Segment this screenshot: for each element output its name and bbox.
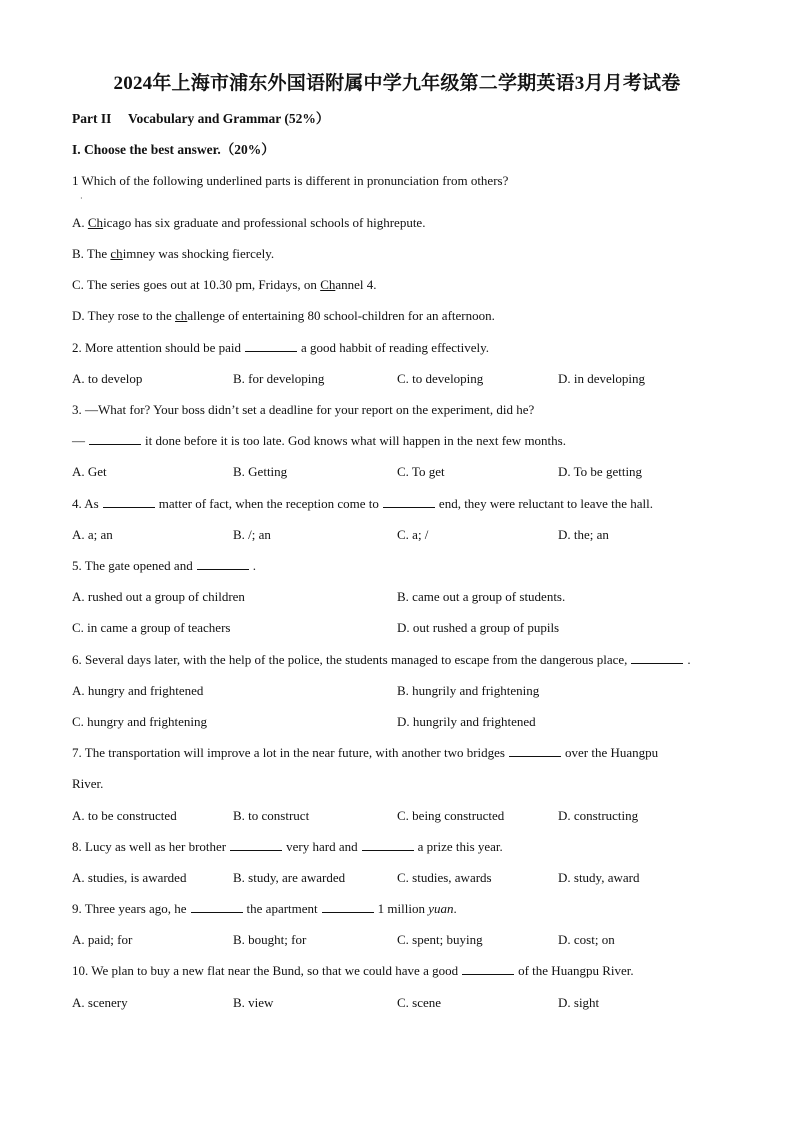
part-title: Vocabulary and Grammar (52%） (128, 111, 330, 126)
question-3-option-c: C. To get (397, 464, 445, 479)
question-2-option-d: D. in developing (558, 371, 646, 386)
question-1-option-d: D. They rose to the challenge of entertaining 80 school-children for an afternoon. (72, 308, 495, 323)
question-3-stem-2: — it done before it is too late. God knows what will happen in the next few months. (72, 433, 566, 448)
question-1-option-a: A. Chicago has six graduate and professional schools of highrepute. (72, 215, 426, 230)
answer-blank (362, 838, 414, 851)
question-6-option-d: D. hungrily and frightened (397, 714, 536, 729)
question-8-stem: 8. Lucy as well as her brother very hard and a prize this year. (72, 839, 503, 854)
decorative-dot: · (80, 194, 83, 203)
question-6-option-a: A. hungry and frightened (72, 683, 204, 698)
question-8-option-d: D. study, award (558, 870, 640, 885)
question-4-option-a: A. a; an (72, 527, 113, 542)
answer-blank (631, 651, 683, 664)
question-5-option-c: C. in came a group of teachers (72, 620, 231, 635)
question-10-option-a: A. scenery (72, 995, 128, 1010)
question-5-option-d: D. out rushed a group of pupils (397, 620, 560, 635)
question-4-option-b: B. /; an (233, 527, 271, 542)
question-3-stem: 3. —What for? Your boss didn’t set a deadline for your report on the experiment, did he? (72, 402, 535, 417)
question-5-option-b: B. came out a group of students. (397, 589, 566, 604)
question-5-stem: 5. The gate opened and . (72, 558, 256, 573)
question-1-option-c: C. The series goes out at 10.30 pm, Fridays, on Channel 4. (72, 277, 377, 292)
question-8-option-c: C. studies, awards (397, 870, 492, 885)
question-9-option-b: B. bought; for (233, 932, 307, 947)
answer-blank (462, 962, 514, 975)
question-9-stem: 9. Three years ago, he the apartment 1 million yuan. (72, 901, 457, 916)
question-9-option-a: A. paid; for (72, 932, 133, 947)
question-2-option-c: C. to developing (397, 371, 484, 386)
question-6-stem: 6. Several days later, with the help of the police, the students managed to escape from the dangerous place, . (72, 652, 691, 667)
page-title: 2024年上海市浦东外国语附属中学九年级第二学期英语3月月考试卷 (113, 73, 681, 94)
question-9-option-d: D. cost; on (558, 932, 615, 947)
question-8-option-a: A. studies, is awarded (72, 870, 187, 885)
question-7-option-b: B. to construct (233, 808, 310, 823)
question-4-option-c: C. a; / (397, 527, 429, 542)
question-7-stem-2: River. (72, 776, 104, 791)
question-4-stem: 4. As matter of fact, when the reception come to end, they were reluctant to leave the hall. (72, 496, 653, 511)
question-10-option-d: D. sight (558, 995, 600, 1010)
question-8-option-b: B. study, are awarded (233, 870, 346, 885)
question-3-option-a: A. Get (72, 464, 107, 479)
answer-blank (245, 339, 297, 352)
answer-blank (509, 744, 561, 757)
question-5-option-a: A. rushed out a group of children (72, 589, 245, 604)
answer-blank (89, 432, 141, 445)
answer-blank (103, 495, 155, 508)
question-7-option-c: C. being constructed (397, 808, 505, 823)
question-2-option-a: A. to develop (72, 371, 143, 386)
answer-blank (322, 900, 374, 913)
answer-blank (197, 557, 249, 570)
question-10-option-b: B. view (233, 995, 274, 1010)
question-7-option-a: A. to be constructed (72, 808, 177, 823)
question-6-option-c: C. hungry and frightening (72, 714, 208, 729)
answer-blank (230, 838, 282, 851)
question-10-stem: 10. We plan to buy a new flat near the Bund, so that we could have a good of the Huangpu River. (72, 963, 634, 978)
question-3-option-d: D. To be getting (558, 464, 643, 479)
question-1-stem: 1 Which of the following underlined parts is different in pronunciation from others? (72, 173, 509, 188)
part-heading (72, 110, 329, 128)
question-1-option-b: B. The chimney was shocking fiercely. (72, 246, 275, 261)
answer-blank (191, 900, 243, 913)
section-heading: I. Choose the best answer.（20%） (72, 142, 275, 157)
question-7-stem: 7. The transportation will improve a lot in the near future, with another two bridges over the Huangpu (72, 745, 659, 760)
question-3-option-b: B. Getting (233, 464, 288, 479)
question-7-option-d: D. constructing (558, 808, 639, 823)
question-10-option-c: C. scene (397, 995, 442, 1010)
part-label: Part II (72, 111, 112, 126)
answer-blank (383, 495, 435, 508)
question-2-option-b: B. for developing (233, 371, 325, 386)
question-9-option-c: C. spent; buying (397, 932, 483, 947)
question-6-option-b: B. hungrily and frightening (397, 683, 540, 698)
question-4-option-d: D. the; an (558, 527, 609, 542)
question-2-stem: 2. More attention should be paid a good habbit of reading effectively. (72, 340, 490, 355)
